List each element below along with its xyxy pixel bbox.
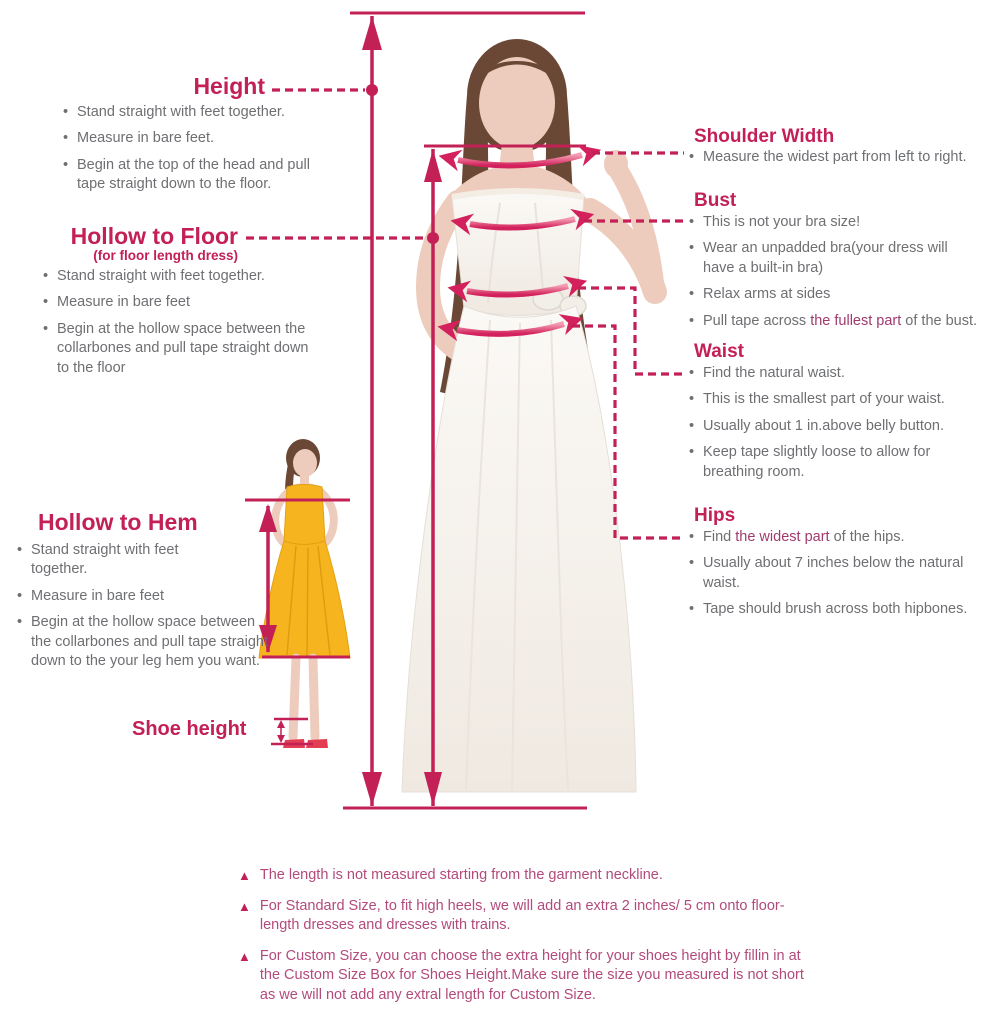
- hollow-to-floor-section-title: Hollow to Floor: [70, 223, 238, 249]
- bullet-text: of the hips.: [829, 529, 905, 545]
- bullet-item: • Relax arms at sides: [688, 285, 1000, 304]
- note-item: [238, 866, 1000, 886]
- notes-section: [238, 866, 1000, 1005]
- hollow-to-hem-section-title: Hollow to Hem: [38, 509, 198, 535]
- hips-bullet-list: [688, 528, 1000, 627]
- shoulder-width-bullet-list: [688, 148, 1000, 174]
- height-section-title: Height: [193, 73, 265, 99]
- bullet-item: • Begin at the top of the head and pull tape straight down to the floor.: [62, 156, 332, 195]
- bullet-item: • Begin at the hollow space between the collarbones and pull tape straight down to the floor: [42, 320, 312, 378]
- bullet-item: • Measure in bare feet: [42, 293, 322, 312]
- note-text: For Standard Size, to fit high heels, we will add an extra 2 inches/ 5 cm onto floor-length dresses and dresses with trains.: [259, 897, 785, 934]
- bullet-item: • Begin at the hollow space between the collarbones and pull tape straight down to the your leg hem you want.: [16, 613, 278, 671]
- bust-bullet-list: [688, 213, 1000, 338]
- bullet-highlight-text: the widest part: [735, 529, 830, 545]
- bullet-item: • Usually about 1 in.above belly button.: [688, 417, 1000, 436]
- bullet-item: • Measure in bare feet.: [62, 129, 342, 148]
- bullet-item: [688, 528, 1000, 547]
- bullet-item: • Wear an unpadded bra(your dress will have a built-in bra): [688, 239, 975, 278]
- bullet-item: • Tape should brush across both hipbones.: [688, 600, 1000, 619]
- note-text: For Custom Size, you can choose the extra height for your shoes height by fillin in at the Custom Size Box for Shoes Height.Make sure the size you measured is not short as we will not add any extral length for Custom Size.: [259, 947, 804, 1003]
- bullet-item: • Stand straight with feet together.: [16, 541, 213, 580]
- bullet-text: Find: [703, 529, 736, 545]
- bullet-item: • Stand straight with feet together.: [62, 103, 342, 122]
- hips-section-title: Hips: [694, 505, 736, 526]
- waist-bullet-list: [688, 364, 1000, 489]
- bullet-text: Pull tape across: [703, 312, 811, 329]
- warning-triangle-icon: ▲: [238, 948, 251, 964]
- bullet-text: of the bust.: [901, 312, 978, 329]
- bullet-item: [688, 312, 1000, 331]
- bullet-item: • Measure the widest part from left to right.: [688, 148, 1000, 167]
- note-item: [238, 897, 1000, 936]
- warning-triangle-icon: ▲: [238, 898, 251, 914]
- waist-dashed-connector: [578, 288, 684, 374]
- height-bullet-list: [62, 103, 342, 202]
- note-text: The length is not measured starting from the garment neckline.: [259, 867, 663, 883]
- warning-triangle-icon: ▲: [238, 868, 251, 883]
- hollow-to-hem-bullet-list: [16, 541, 278, 679]
- bullet-highlight-text: the fullest part: [810, 312, 902, 329]
- main-model-figure: [402, 39, 655, 792]
- hollow-to-floor-subtitle: (for floor length dress): [93, 248, 238, 263]
- note-item: [238, 947, 1000, 1006]
- bullet-item: • This is the smallest part of your waist.: [688, 390, 1000, 409]
- bullet-item: • Keep tape slightly loose to allow for breathing room.: [688, 443, 975, 482]
- bullet-item: • Measure in bare feet: [16, 587, 278, 606]
- waist-section-title: Waist: [694, 341, 744, 362]
- shoe-height-label: Shoe height: [132, 718, 247, 740]
- hollow-to-floor-bullet-list: [42, 267, 322, 385]
- bullet-item: • Find the natural waist.: [688, 364, 1000, 383]
- bullet-item: • This is not your bra size!: [688, 213, 1000, 232]
- bullet-item: • Stand straight with feet together.: [42, 267, 322, 286]
- shoulder-width-section-title: Shoulder Width: [694, 126, 835, 147]
- bullet-item: • Usually about 7 inches below the natural waist.: [688, 554, 998, 593]
- bust-section-title: Bust: [694, 190, 737, 211]
